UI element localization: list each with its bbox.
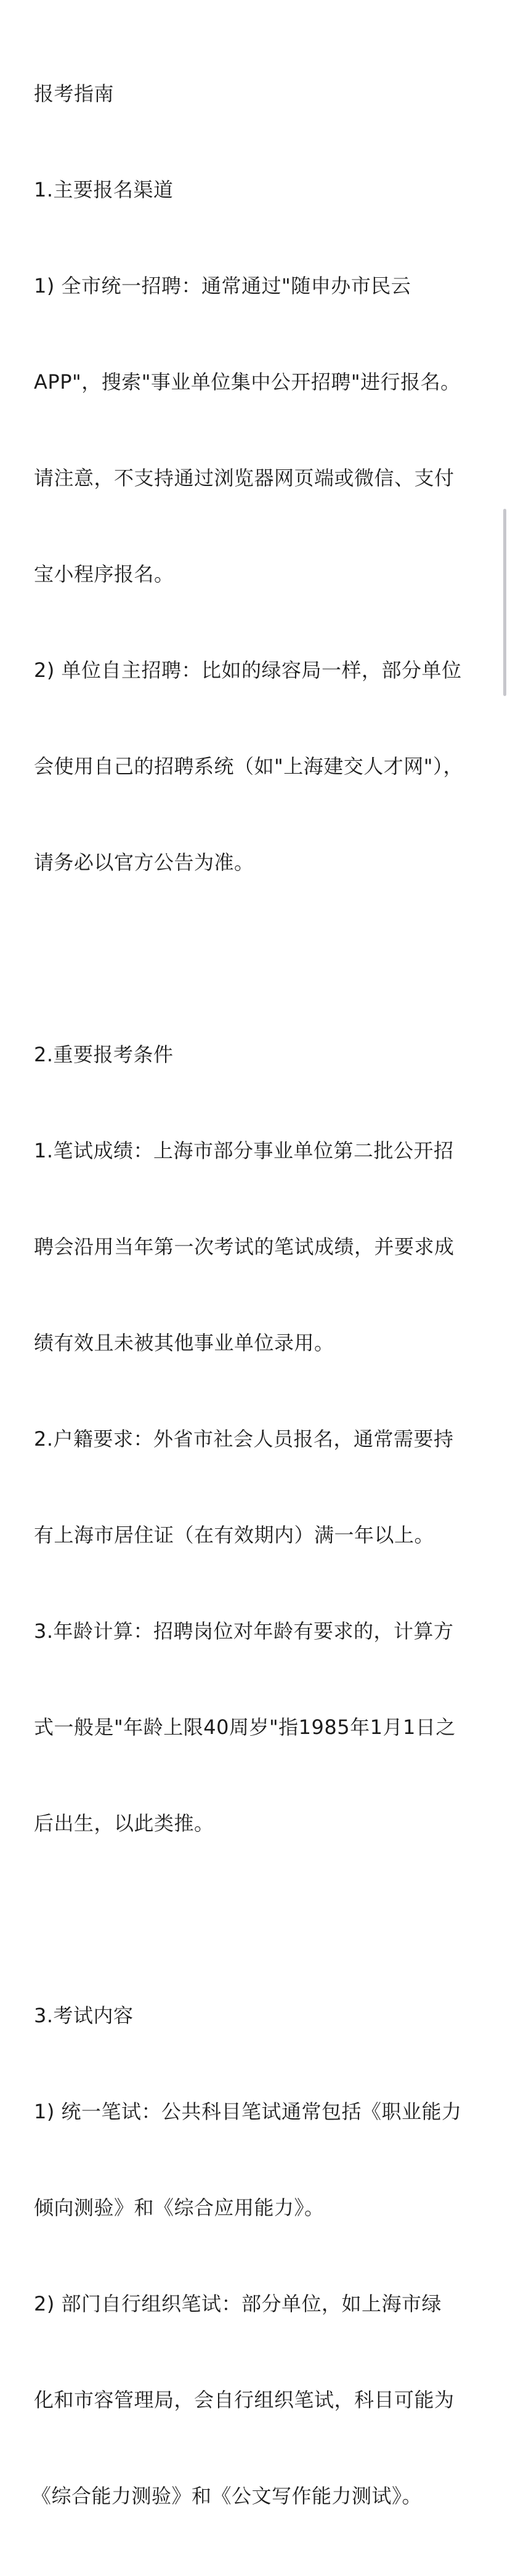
- note-line: 式一般是"年龄上限40周岁"指1985年1月1日之: [34, 1715, 456, 1739]
- blank-line: [34, 942, 477, 974]
- note-title: 报考指南: [34, 82, 115, 105]
- note-line: 化和市容管理局，会自行组织笔试，科目可能为: [34, 2388, 455, 2412]
- note-line: 会使用自己的招聘系统（如"上海建交人才网"），: [34, 755, 463, 778]
- note-line: 有上海市居住证（在有效期内）满一年以上。: [34, 1523, 435, 1547]
- vertical-scrollbar[interactable]: [503, 509, 506, 696]
- note-line: 1) 统一笔试：公共科目笔试通常包括《职业能力: [34, 2100, 462, 2123]
- blank-line: [34, 1903, 477, 1935]
- note-line: 《综合能力测验》和《公文写作能力测试》。: [31, 2484, 423, 2508]
- section-heading-channels: 1.主要报名渠道: [34, 178, 174, 201]
- note-line: 2) 单位自主招聘：比如的绿容局一样，部分单位: [34, 658, 462, 682]
- note-line: 聘会沿用当年第一次考试的笔试成绩，并要求成: [34, 1235, 455, 1258]
- section-heading-exam: 3.考试内容: [34, 2004, 134, 2027]
- note-line: 请注意，不支持通过浏览器网页端或微信、支付: [34, 466, 455, 490]
- note-line: 1.笔试成绩：上海市部分事业单位第二批公开招: [34, 1139, 454, 1162]
- note-body[interactable]: [31, 14, 477, 2576]
- note-line: 1) 全市统一招聘：通常通过"随申办市民云: [34, 274, 411, 298]
- note-line: 后出生，以此类推。: [34, 1812, 214, 1835]
- note-line: 宝小程序报名。: [34, 562, 174, 586]
- note-line: 倾向测验》和《综合应用能力》。: [34, 2196, 325, 2219]
- note-line: 3.年龄计算：招聘岗位对年龄有要求的，计算方: [34, 1619, 454, 1643]
- section-heading-requirements: 2.重要报考条件: [34, 1043, 174, 1066]
- note-line: 请务必以官方公告为准。: [34, 851, 254, 874]
- note-line: APP"，搜索"事业单位集中公开招聘"进行报名。: [34, 370, 461, 394]
- note-line: 2.户籍要求：外省市社会人员报名，通常需要持: [34, 1427, 454, 1451]
- note-line: 绩有效且未被其他事业单位录用。: [34, 1331, 334, 1355]
- note-line: 2) 部门自行组织笔试：部分单位，如上海市绿: [34, 2292, 442, 2315]
